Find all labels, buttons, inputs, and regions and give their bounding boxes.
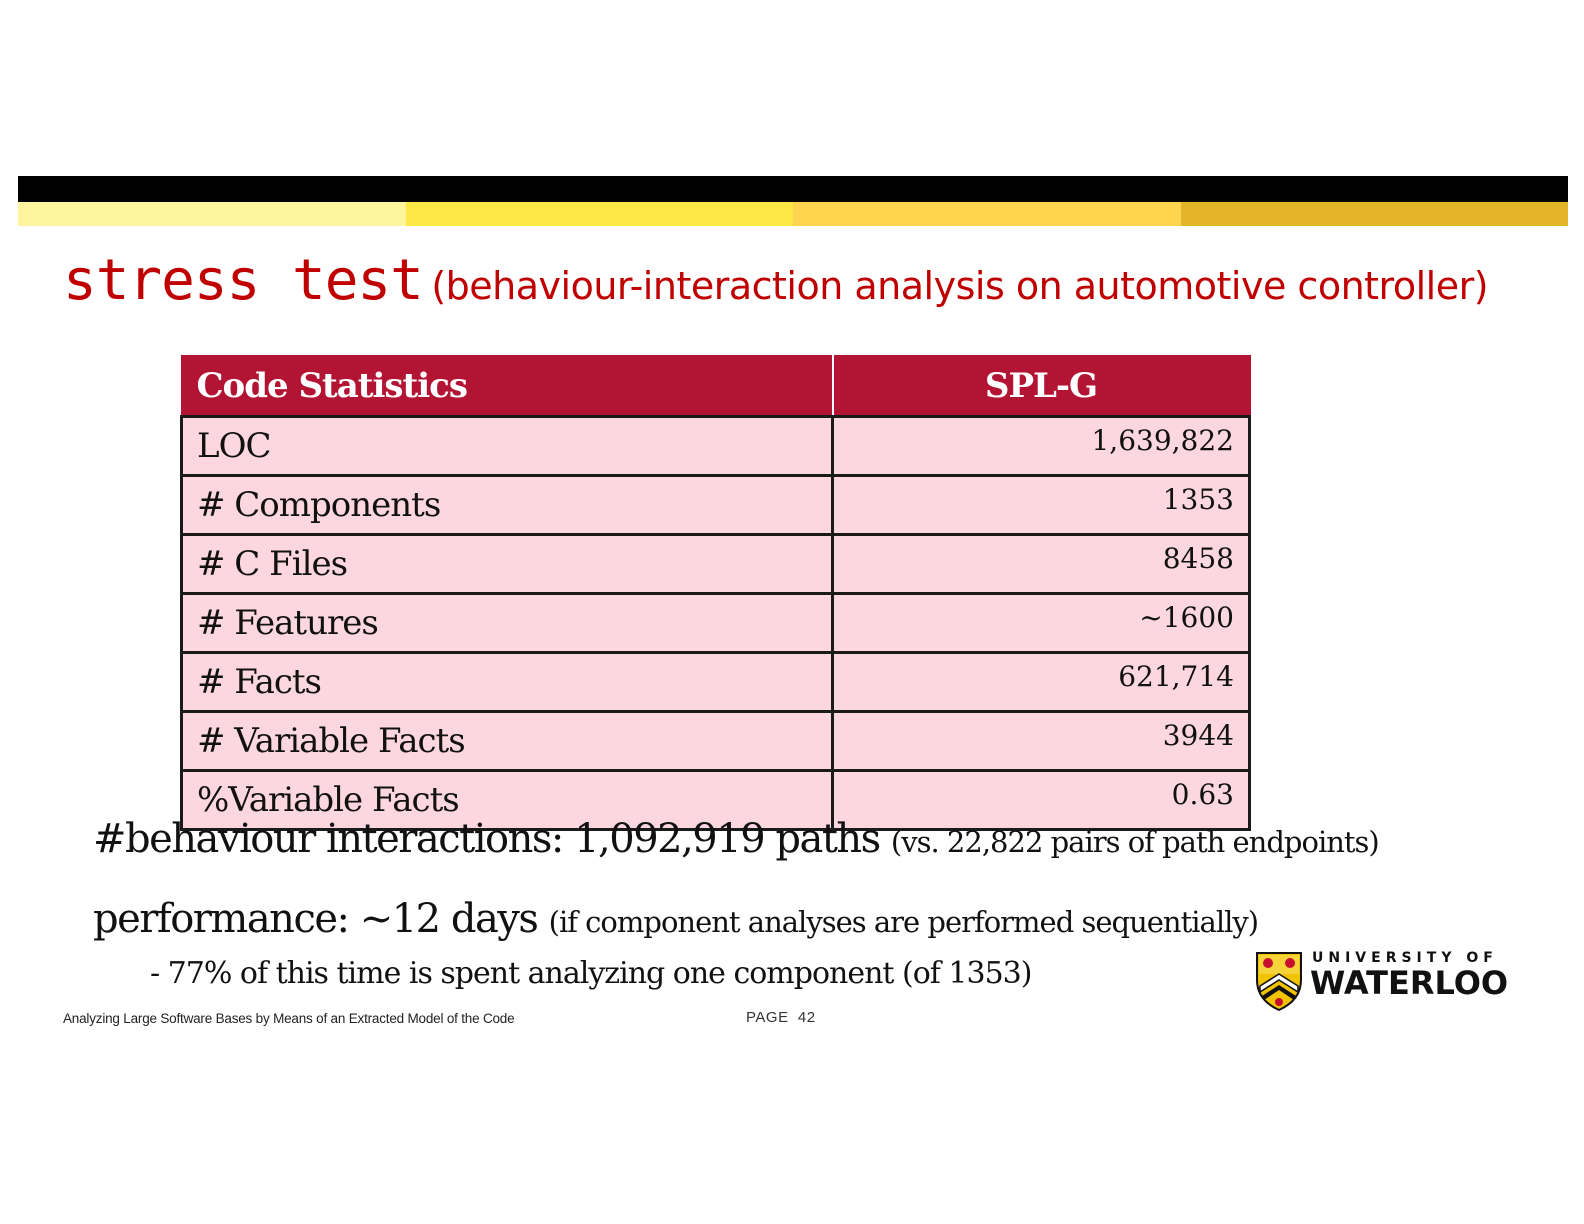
table-row xyxy=(182,712,1250,771)
row-value: 1,639,822 xyxy=(833,417,1250,476)
stripe-yellow xyxy=(406,202,794,226)
table-header-row xyxy=(182,356,1250,417)
row-value: 621,714 xyxy=(833,653,1250,712)
table-header-spl-g: SPL-G xyxy=(833,356,1250,417)
table-row xyxy=(182,653,1250,712)
stripe-gold xyxy=(793,202,1181,226)
table-row xyxy=(182,417,1250,476)
behaviour-interactions-line xyxy=(93,816,1379,862)
row-label: # Variable Facts xyxy=(182,712,833,771)
title-subtitle: (behaviour-interaction analysis on automotive controller) xyxy=(431,264,1489,308)
row-label: # C Files xyxy=(182,535,833,594)
row-label: # Facts xyxy=(182,653,833,712)
behaviour-interactions-main: #behaviour interactions: 1,092,919 paths xyxy=(93,816,880,862)
stripe-dark-gold xyxy=(1181,202,1569,226)
row-label: # Features xyxy=(182,594,833,653)
row-value: 8458 xyxy=(833,535,1250,594)
university-logo xyxy=(1254,950,1514,1014)
performance-note: (if component analyses are performed sequentially) xyxy=(548,905,1259,939)
row-value: 1353 xyxy=(833,476,1250,535)
row-value: 3944 xyxy=(833,712,1250,771)
performance-detail: - 77% of this time is spent analyzing one component (of 1353) xyxy=(150,956,1032,991)
logo-waterloo: WATERLOO xyxy=(1310,964,1509,1002)
header-bar-black xyxy=(18,176,1568,202)
row-value: ~1600 xyxy=(833,594,1250,653)
row-value: 0.63 xyxy=(833,771,1250,830)
page-label: PAGE xyxy=(746,1009,789,1026)
waterloo-crest-icon xyxy=(1254,950,1304,1012)
row-label: %Variable Facts xyxy=(182,771,833,830)
title-main: stress test xyxy=(63,248,423,313)
performance-line xyxy=(93,896,1258,942)
stripe-light-yellow xyxy=(18,202,406,226)
table-row xyxy=(182,476,1250,535)
code-statistics-table xyxy=(180,355,1251,831)
row-label: LOC xyxy=(182,417,833,476)
performance-main: performance: ~12 days xyxy=(93,896,538,942)
row-label: # Components xyxy=(182,476,833,535)
table-row xyxy=(182,535,1250,594)
header-color-stripes xyxy=(18,202,1568,226)
footer-title: Analyzing Large Software Bases by Means of an Extracted Model of the Code xyxy=(63,1011,515,1026)
page-number-value: 42 xyxy=(797,1009,816,1026)
slide-title xyxy=(63,248,1488,313)
table-header-code-statistics: Code Statistics xyxy=(182,356,833,417)
table-row xyxy=(182,594,1250,653)
logo-university-of: UNIVERSITY OF xyxy=(1312,950,1498,966)
behaviour-interactions-note: (vs. 22,822 pairs of path endpoints) xyxy=(890,825,1379,859)
page-number xyxy=(746,1009,816,1026)
